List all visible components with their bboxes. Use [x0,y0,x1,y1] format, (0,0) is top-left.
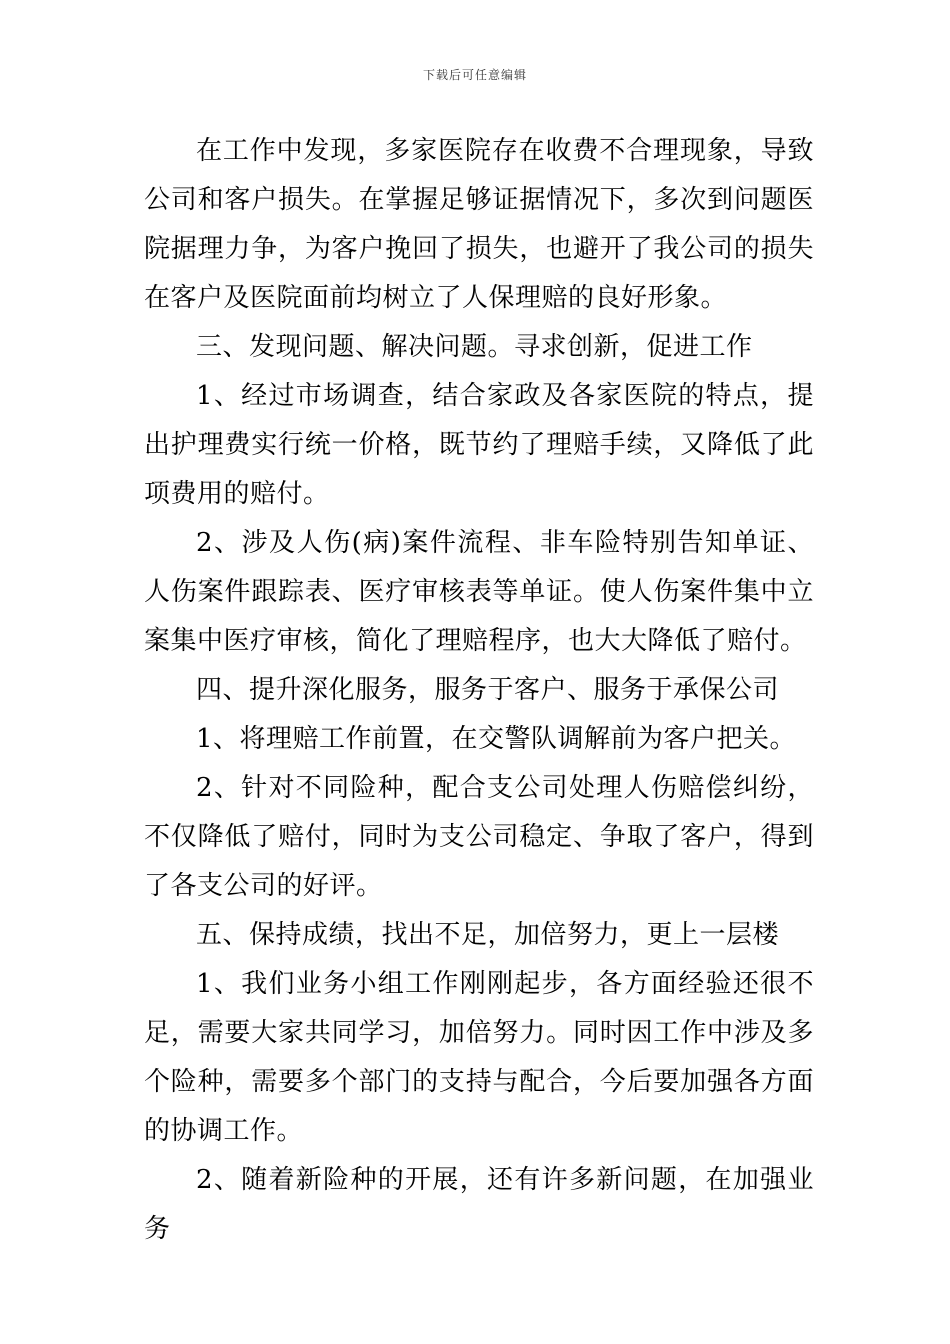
paragraph: 1、将理赔工作前置，在交警队调解前为客户把关。 [196,724,797,754]
paragraph: 2、随着新险种的开展，还有许多新问题，在加强业务 [144,1165,814,1244]
section-heading: 四、提升深化服务，服务于客户、服务于承保公司 [196,675,780,705]
paragraph: 1、我们业务小组工作刚刚起步，各方面经验还很不足，需要大家共同学习，加倍努力。同时因工作中涉及多个险种，需要多个部门的支持与配合，今后要加强各方面的协调工作。 [144,969,814,1146]
paragraph: 2、针对不同险种，配合支公司处理人伤赔偿纠纷，不仅降低了赔付，同时为支公司稳定、争取了客户，得到了各支公司的好评。 [144,773,814,901]
paragraph: 1、经过市场调查，结合家政及各家医院的特点，提出护理费实行统一价格，既节约了理赔手续，又降低了此项费用的赔付。 [144,381,814,509]
paragraph: 2、涉及人伤(病)案件流程、非车险特别告知单证、人伤案件跟踪表、医疗审核表等单证。使人伤案件集中立案集中医疗审核，简化了理赔程序，也大大降低了赔付。 [144,528,814,656]
section-heading: 三、发现问题、解决问题。寻求创新，促进工作 [196,332,753,362]
section-heading: 五、保持成绩，找出不足，加倍努力，更上一层楼 [196,920,780,950]
paragraph: 在工作中发现，多家医院存在收费不合理现象，导致公司和客户损失。在掌握足够证据情况下，多次到问题医院据理力争，为客户挽回了损失，也避开了我公司的损失在客户及医院面前均树立了人保理赔的良好形象。 [144,136,814,313]
header-note: 下载后可任意编辑 [422,68,527,82]
document-body [144,127,814,1254]
